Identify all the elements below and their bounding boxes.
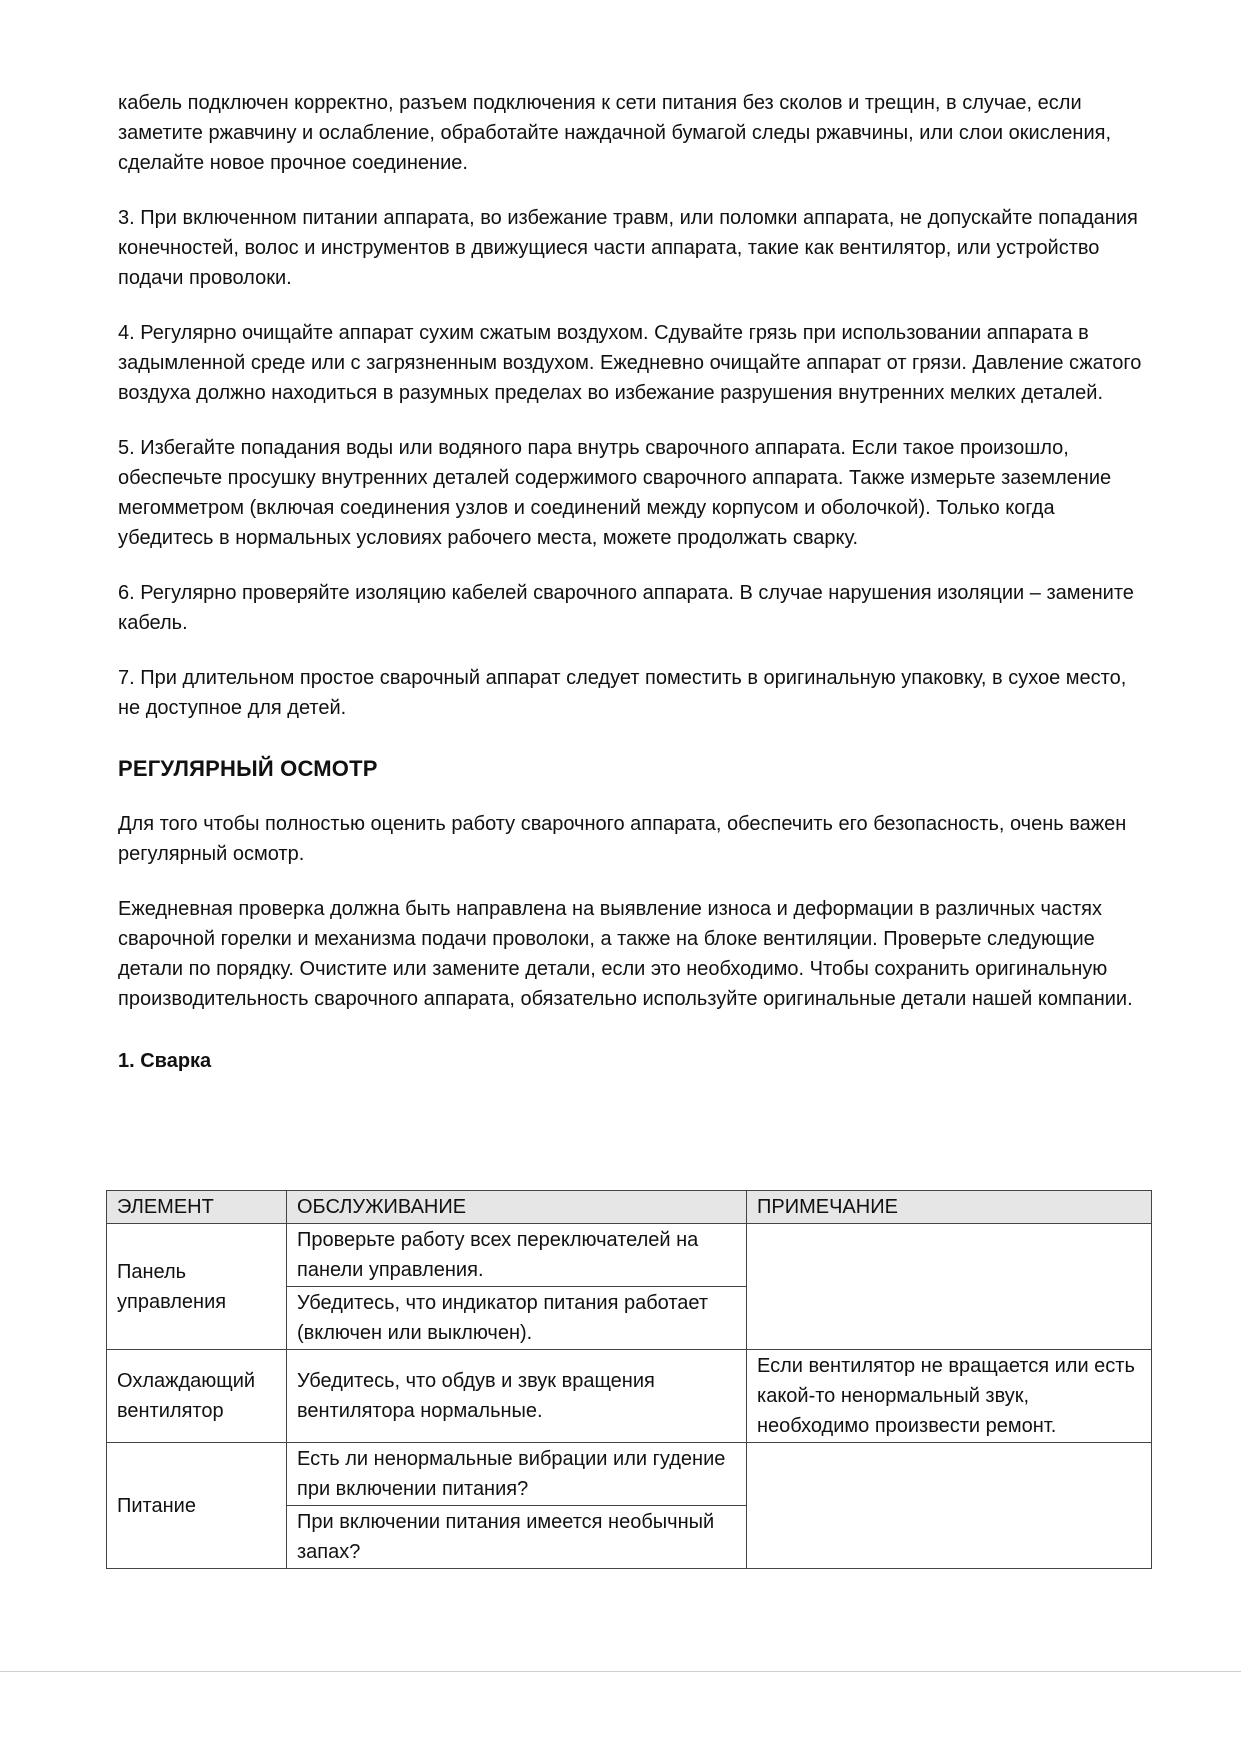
section-heading: РЕГУЛЯРНЫЙ ОСМОТР	[118, 756, 378, 781]
element-cell: Охлаждающий вентилятор	[107, 1350, 287, 1443]
element-cell: Панель управления	[107, 1224, 287, 1350]
table-row	[107, 1224, 1152, 1287]
service-cell: Убедитесь, что индикатор питания работает (включен или выключен).	[287, 1287, 747, 1350]
paragraph-item-6: 6. Регулярно проверяйте изоляцию кабелей сварочного аппарата. В случае нарушения изоляции – замените кабель.	[118, 582, 1134, 634]
paragraph-item-4: 4. Регулярно очищайте аппарат сухим сжатым воздухом. Сдувайте грязь при использовании аппарата в задымленной среде или с загрязненным воздухом. Ежедневно очищайте аппарат от грязи. Давление сжатого воздуха должно находиться в разумных пределах во избежание разрушения внутренних мелких деталей.	[118, 322, 1142, 404]
note-cell	[747, 1443, 1152, 1569]
document-page	[118, 88, 1153, 1076]
table-header-row	[107, 1191, 1152, 1224]
paragraph-item-7: 7. При длительном простое сварочный аппарат следует поместить в оригинальную упаковку, в сухое место, не доступное для детей.	[118, 667, 1127, 719]
service-cell: Проверьте работу всех переключателей на панели управления.	[287, 1224, 747, 1287]
service-cell: Убедитесь, что обдув и звук вращения вентилятора нормальные.	[287, 1350, 747, 1443]
maintenance-table	[106, 1190, 1152, 1569]
service-cell: При включении питания имеется необычный запах?	[287, 1506, 747, 1569]
header-element: ЭЛЕМЕНТ	[107, 1191, 287, 1224]
subsection-heading: 1. Сварка	[118, 1050, 212, 1072]
daily-check-paragraph: Ежедневная проверка должна быть направлена на выявление износа и деформации в различных частях сварочной горелки и механизма подачи проволоки, а также на блоке вентиляции. Проверьте следующие детали по порядку. Очистите или замените детали, если это необходимо. Чтобы сохранить оригинальную производительность сварочного аппарата, обязательно используйте оригинальные детали нашей компании.	[118, 898, 1133, 1010]
header-note: ПРИМЕЧАНИЕ	[747, 1191, 1152, 1224]
table-row	[107, 1350, 1152, 1443]
paragraph-item-5: 5. Избегайте попадания воды или водяного пара внутрь сварочного аппарата. Если такое произошло, обеспечьте просушку внутренних деталей содержимого сварочного аппарата. Также измерьте заземление мегомметром (включая соединения узлов и соединений между корпусом и оболочкой). Только когда убедитесь в нормальных условиях рабочего места, можете продолжать сварку.	[118, 437, 1112, 549]
paragraph-item-3: 3. При включенном питании аппарата, во избежание травм, или поломки аппарата, не допускайте попадания конечностей, волос и инструментов в движущиеся части аппарата, такие как вентилятор, или устройство подачи проволоки.	[118, 207, 1138, 289]
paragraph-continued: кабель подключен корректно, разъем подключения к сети питания без сколов и трещин, в случае, если заметите ржавчину и ослабление, обработайте наждачной бумагой следы ржавчины, или слои окисления, сделайте новое прочное соединение.	[118, 92, 1112, 174]
element-cell: Питание	[107, 1443, 287, 1569]
section-intro: Для того чтобы полностью оценить работу сварочного аппарата, обеспечить его безопасность, очень важен регулярный осмотр.	[118, 813, 1127, 865]
page-bottom-divider	[0, 1671, 1241, 1672]
note-cell: Если вентилятор не вращается или есть какой-то ненормальный звук, необходимо произвести ремонт.	[747, 1350, 1152, 1443]
note-cell	[747, 1224, 1152, 1350]
header-service: ОБСЛУЖИВАНИЕ	[287, 1191, 747, 1224]
table-row	[107, 1443, 1152, 1506]
service-cell: Есть ли ненормальные вибрации или гудение при включении питания?	[287, 1443, 747, 1506]
